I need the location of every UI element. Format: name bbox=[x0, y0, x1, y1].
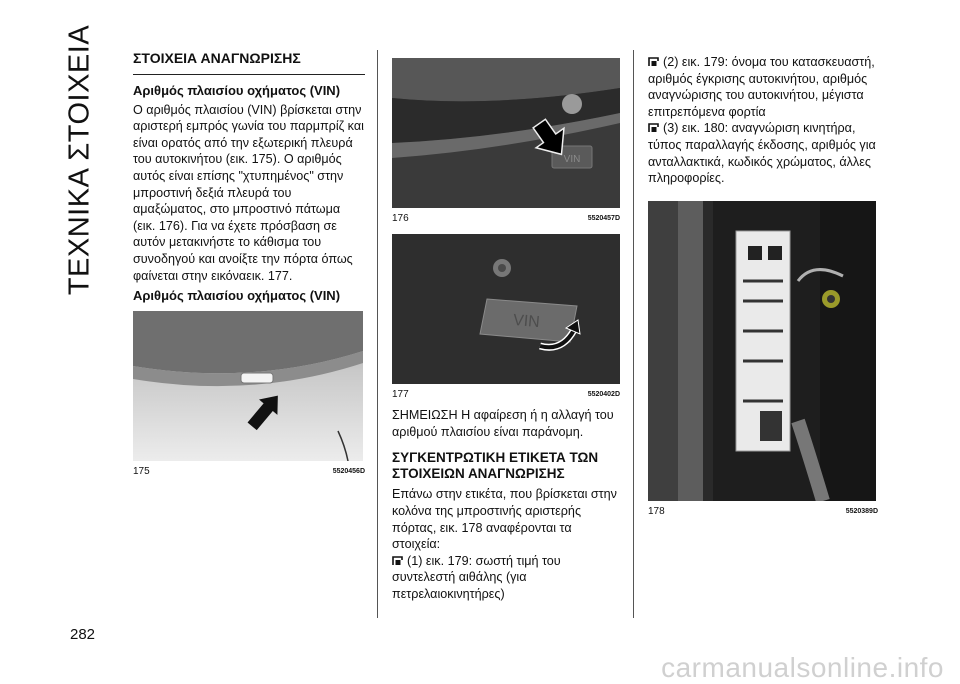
side-title: ΤΕΧΝΙΚΑ ΣΤΟΙΧΕΙΑ bbox=[63, 24, 96, 296]
bullet-icon bbox=[648, 57, 659, 67]
figure-number: 177 bbox=[392, 388, 409, 400]
figure-code: 5520457D bbox=[587, 215, 620, 222]
figure-175-caption bbox=[133, 464, 365, 481]
figure-178-image bbox=[648, 201, 876, 501]
label-heading: ΣΥΓΚΕΝΤΡΩΤΙΚΗ ΕΤΙΚΕΤΑ ΤΩΝ ΣΤΟΙΧΕΙΩΝ ΑΝΑΓΝΩΡΙΣΗΣ bbox=[392, 450, 599, 482]
vin-plate-text: VIN bbox=[512, 311, 541, 331]
section-title: ΣΤΟΙΧΕΙΑ ΑΝΑΓΝΩΡΙΣΗΣ bbox=[133, 50, 365, 75]
bullet-icon bbox=[648, 123, 659, 133]
figure-176-caption bbox=[392, 211, 620, 228]
figure-number: 176 bbox=[392, 213, 409, 224]
figure-178-caption bbox=[648, 504, 878, 521]
watermark: carmanualsonline.info bbox=[661, 652, 944, 683]
vin-plate-text: VIN bbox=[563, 154, 581, 165]
bullet-item-2: (2) εικ. 179: όνομα του κατασκευαστή, αριθμός έγκρισης αυτοκινήτου, αριθμός αναγνώρισης του αυτοκινήτου, μέγιστα επιτρεπόμενα φορτία bbox=[648, 55, 875, 119]
note-text: ΣΗΜΕΙΩΣΗ Η αφαίρεση ή η αλλαγή του αριθμού πλαισίου είναι παράνομη. bbox=[392, 408, 614, 439]
figure-176-image bbox=[392, 58, 620, 208]
bullet-item-1: (1) εικ. 179: σωστή τιμή του συντελεστή αιθάλης (για πετρελαιοκινητήρες) bbox=[392, 553, 561, 601]
figure-number: 178 bbox=[648, 505, 665, 517]
bullet-icon bbox=[392, 556, 403, 566]
label-paragraph: Επάνω στην ετικέτα, που βρίσκεται στην κολόνα της μπροστινής αριστερής πόρτας, εικ. 178 αναφέρονται τα στοιχεία: bbox=[392, 487, 617, 552]
vin-heading-2: Αριθμός πλαισίου οχήματος (VIN) bbox=[133, 288, 341, 304]
page-number: 282 bbox=[70, 626, 96, 643]
figure-177-caption bbox=[392, 387, 620, 404]
bullet-item-3: (3) εικ. 180: αναγνώριση κινητήρα, τύπος παραλλαγής έκδοσης, αριθμός για ανταλλακτικά, κωδικός χρώματος, άλλες πληροφορίες. bbox=[648, 121, 876, 186]
column-divider bbox=[377, 50, 378, 618]
column-divider bbox=[633, 50, 634, 618]
figure-code: 5520456D bbox=[332, 467, 365, 475]
vin-heading: Αριθμός πλαισίου οχήματος (VIN) bbox=[133, 83, 341, 98]
figure-177-image bbox=[392, 234, 620, 384]
figure-number: 175 bbox=[133, 465, 150, 477]
column-3 bbox=[648, 54, 878, 520]
column-1 bbox=[133, 50, 365, 480]
figure-code: 5520389D bbox=[845, 507, 878, 515]
figure-code: 5520402D bbox=[587, 390, 620, 398]
figure-175-image bbox=[133, 311, 363, 461]
column-2 bbox=[392, 58, 620, 603]
vin-paragraph: Ο αριθμός πλαισίου (VIN) βρίσκεται στην αριστερή εμπρός γωνία του παρμπρίζ και είναι ορατός από την εξωτερική πλευρά του αυτοκινήτου (εικ. 175). Ο αριθμός αυτός είναι επίσης "χτυπημένος" στην μπροστινή δεξιά πλευρά του αμαξώματος, στο μπροστινό πάτωμα (εικ. 176). Για να έχετε πρόσβαση σε αυτόν μετακινήστε το κάθισμα του συνοδηγού και ανοίξτε την πόρτα όπως φαίνεται στην εικόναεικ. 177. bbox=[133, 102, 364, 283]
